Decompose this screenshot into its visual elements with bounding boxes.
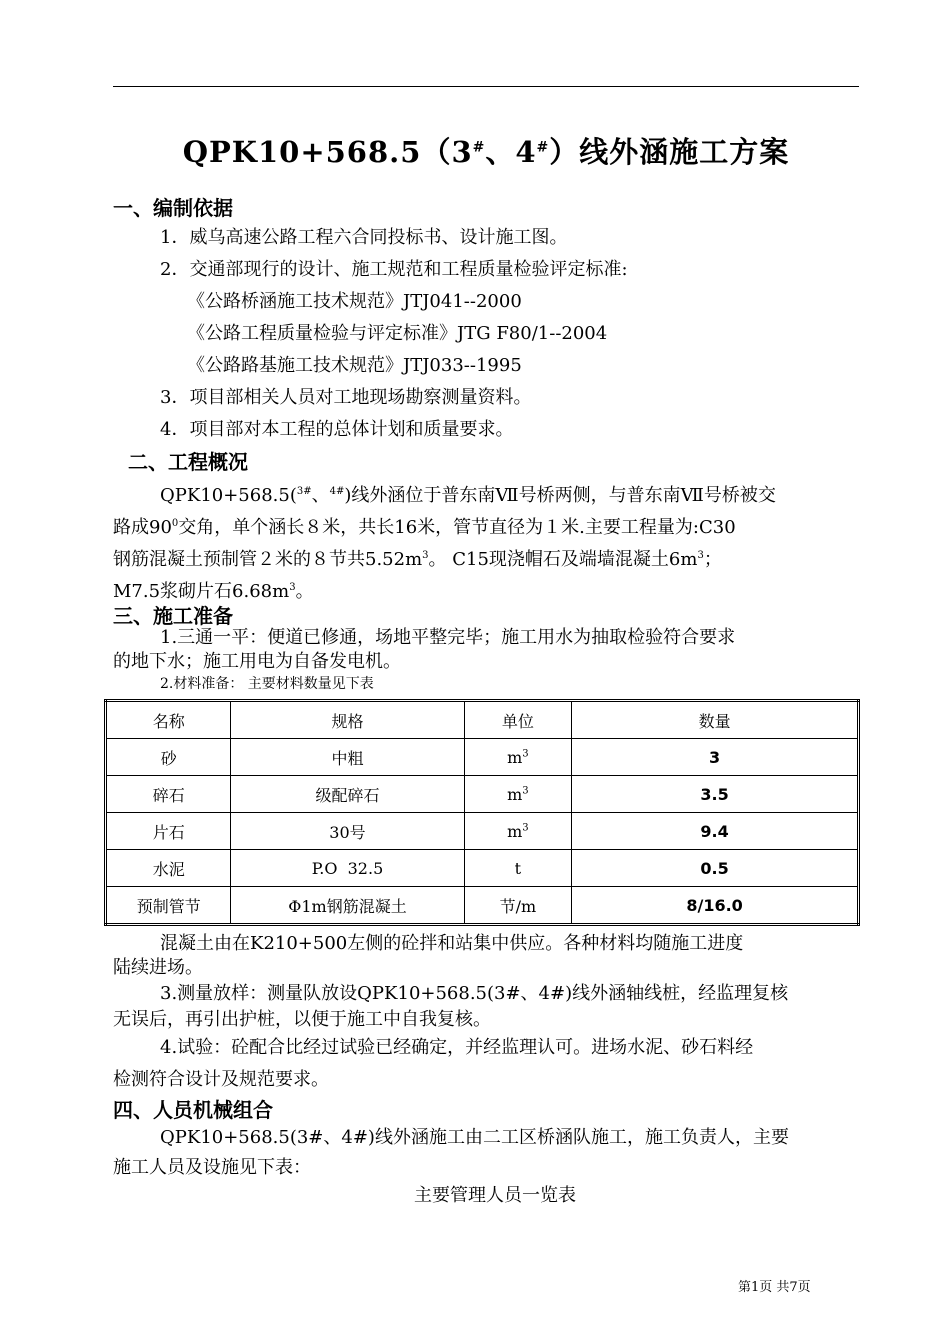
header-name: 名称 <box>106 701 231 739</box>
table-row <box>106 776 859 813</box>
overview-line-2: 路成$90^0$交角，单个涵长８米，共长16米，管节直径为１米.主要工程量为:C30 <box>113 517 736 538</box>
cell-name: 片石 <box>106 813 231 850</box>
section-heading-personnel: 四、人员机械组合 <box>113 1098 273 1122</box>
table-row <box>106 739 859 776</box>
cell-unit: $m^3$ <box>464 813 572 850</box>
page-number: 第1页 共7页 <box>738 1280 811 1295</box>
prep-item-1-line-2: 的地下水；施工用电为自备发电机。 <box>113 651 401 672</box>
prep-item-2: 2.材料准备： 主要材料数量见下表 <box>160 676 374 692</box>
prep-item-4-line-1: 4.试验：砼配合比经过试验已经确定，并经监理认可。进场水泥、砂石料经 <box>160 1037 754 1058</box>
basis-item-2: 2．交通部现行的设计、施工规范和工程质量检验评定标准: <box>160 259 628 280</box>
table-row <box>106 887 859 925</box>
overview-line-3: 钢筋混凝土预制管２米的８节共$5.52m^3$。 C15现浇帽石及端墙混凝土$6m^3$； <box>113 549 722 570</box>
cell-name: 预制管节 <box>106 887 231 925</box>
table-row <box>106 813 859 850</box>
prep-item-1-line-1: 1.三通一平：便道已修通，场地平整完毕；施工用水为抽取检验符合要求 <box>160 627 736 648</box>
document-title: QPK10+568.5（3#、4#）线外涵施工方案 <box>182 135 790 169</box>
basis-standard-1: 《公路桥涵施工技术规范》JTJ041--2000 <box>187 291 522 312</box>
cell-name: 砂 <box>106 739 231 776</box>
prep-item-4-line-2: 检测符合设计及规范要求。 <box>113 1069 329 1090</box>
prep-item-3-line-1: 3.测量放样：测量队放设QPK10+568.5(3#、4#)线外涵轴线桩，经监理复核 <box>160 983 789 1004</box>
cell-qty: 3.5 <box>572 776 859 813</box>
cell-unit: t <box>464 850 572 887</box>
cell-unit: $m^3$ <box>464 776 572 813</box>
overview-line-1: QPK10+568.5($^{3\#}$、$^{4\#}$)线外涵位于普东南Ⅶ号桥两侧，与普东南Ⅶ号桥被交 <box>160 485 776 506</box>
prep-item-3-line-2: 无误后，再引出护桩，以便于施工中自我复核。 <box>113 1009 491 1030</box>
cell-qty: 3 <box>572 739 859 776</box>
basis-item-4: 4．项目部对本工程的总体计划和质量要求。 <box>160 419 514 440</box>
cell-qty: 8/16.0 <box>572 887 859 925</box>
table-row <box>106 850 859 887</box>
cell-unit: 节/m <box>464 887 572 925</box>
materials-table <box>104 699 860 926</box>
cell-qty: 9.4 <box>572 813 859 850</box>
cell-spec: P.O 32.5 <box>231 850 464 887</box>
cell-spec: 中粗 <box>231 739 464 776</box>
section-heading-preparation: 三、施工准备 <box>113 604 233 628</box>
basis-standard-3: 《公路路基施工技术规范》JTJ033--1995 <box>187 355 522 376</box>
header-qty: 数量 <box>572 701 859 739</box>
header-unit: 单位 <box>464 701 572 739</box>
concrete-supply-line-2: 陆续进场。 <box>113 957 203 978</box>
cell-spec: Φ1m钢筋混凝土 <box>231 887 464 925</box>
personnel-line-2: 施工人员及设施见下表： <box>113 1157 311 1178</box>
section-heading-basis: 一、编制依据 <box>113 196 233 220</box>
table-header-row <box>106 701 859 739</box>
basis-standard-2: 《公路工程质量检验与评定标准》JTG F80/1--2004 <box>187 323 608 344</box>
cell-spec: 级配碎石 <box>231 776 464 813</box>
basis-item-3: 3．项目部相关人员对工地现场勘察测量资料。 <box>160 387 532 408</box>
basis-item-1: 1．威乌高速公路工程六合同投标书、设计施工图。 <box>160 227 568 248</box>
personnel-table-caption: 主要管理人员一览表 <box>414 1185 576 1206</box>
cell-name: 水泥 <box>106 850 231 887</box>
header-spec: 规格 <box>231 701 464 739</box>
cell-spec: 30号 <box>231 813 464 850</box>
cell-name: 碎石 <box>106 776 231 813</box>
cell-unit: $m^3$ <box>464 739 572 776</box>
header-rule <box>113 86 859 87</box>
section-heading-overview: 二、工程概况 <box>128 450 248 474</box>
overview-line-4: M7.5浆砌片石$6.68m^3$。 <box>113 581 314 602</box>
concrete-supply-line-1: 混凝土由在K210+500左侧的砼拌和站集中供应。各种材料均随施工进度 <box>160 933 744 954</box>
personnel-line-1: QPK10+568.5(3#、4#)线外涵施工由二工区桥涵队施工，施工负责人，主要 <box>160 1127 789 1148</box>
cell-qty: 0.5 <box>572 850 859 887</box>
